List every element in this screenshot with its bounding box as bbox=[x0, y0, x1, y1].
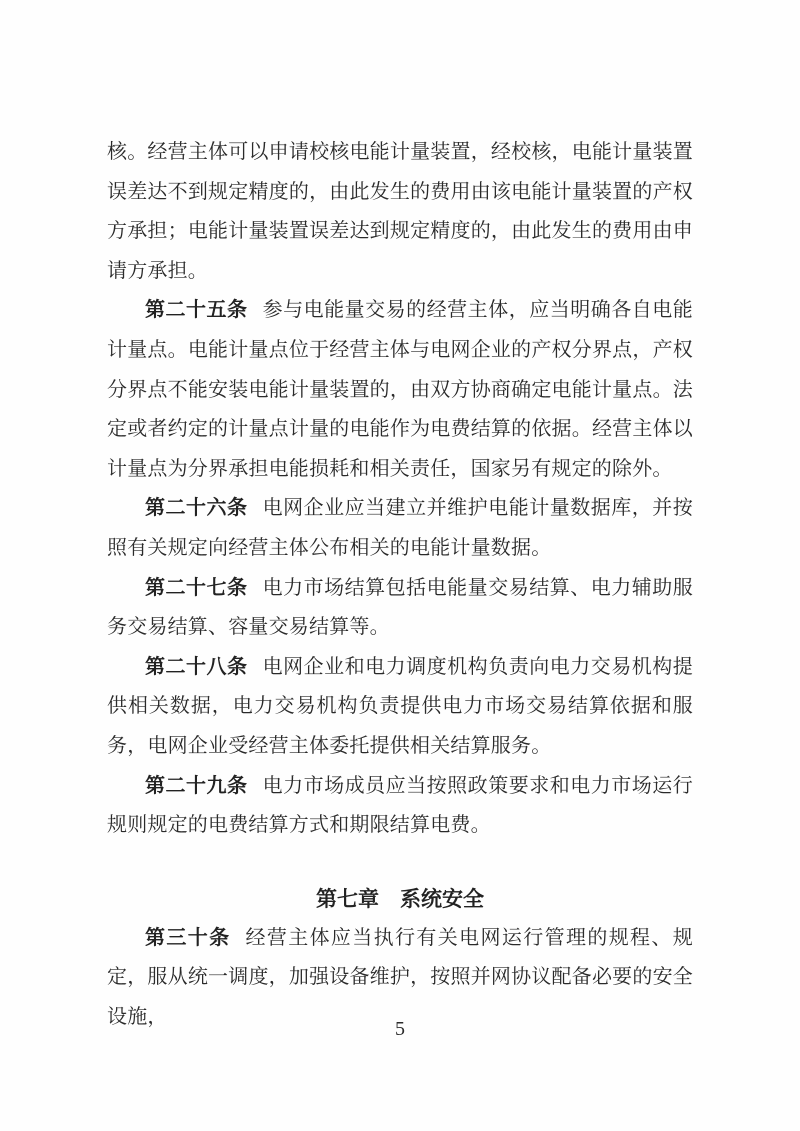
paragraph-text: 电网企业和电力调度机构负责向电力交易机构提供相关数据，电力交易机构负责提供电力市场交易结算依据和服务，电网企业受经营主体委托提供相关结算服务。 bbox=[107, 655, 693, 757]
article-number-label: 第二十七条 bbox=[145, 576, 248, 599]
article-number-label: 第二十五条 bbox=[145, 299, 248, 322]
paragraph-continuation bbox=[107, 133, 693, 291]
paragraph-text: 电网企业应当建立并维护电能计量数据库，并按照有关规定向经营主体公布相关的电能计量数据。 bbox=[107, 497, 693, 559]
paragraph-text: 经营主体应当执行有关电网运行管理的规程、规定，服从统一调度，加强设备维护，按照并网协议配备必要的安全设施， bbox=[107, 926, 693, 1028]
document-body bbox=[107, 133, 693, 1037]
paragraph-article-29 bbox=[107, 767, 693, 846]
paragraph-article-27 bbox=[107, 569, 693, 648]
chapter-heading: 第七章 系统安全 bbox=[316, 886, 484, 911]
article-number-label: 第二十八条 bbox=[145, 655, 248, 678]
paragraph-article-28 bbox=[107, 648, 693, 767]
page-number: 5 bbox=[395, 1018, 405, 1040]
paragraph-article-25 bbox=[107, 291, 693, 489]
paragraph-text: 电力市场成员应当按照政策要求和电力市场运行规则规定的电费结算方式和期限结算电费。 bbox=[107, 774, 693, 837]
paragraph-article-26 bbox=[107, 489, 693, 568]
paragraph-text: 电力市场结算包括电能量交易结算、电力辅助服务交易结算、容量交易结算等。 bbox=[107, 576, 693, 639]
article-number-label: 第二十六条 bbox=[145, 497, 248, 520]
article-number-label: 第三十条 bbox=[145, 926, 231, 949]
paragraph-text: 核。经营主体可以申请校核电能计量装置，经校核，电能计量装置误差达不到规定精度的，由此发生的费用由该电能计量装置的产权方承担；电能计量装置误差达到规定精度的，由此发生的费用由申请方承担。 bbox=[107, 141, 693, 282]
article-number-label: 第二十九条 bbox=[145, 774, 248, 797]
paragraph-text: 参与电能量交易的经营主体，应当明确各自电能计量点。电能计量点位于经营主体与电网企业的产权分界点，产权分界点不能安装电能计量装置的，由双方协商确定电能计量点。法定或者约定的计量点计量的电能作为电费结算的依据。经营主体以计量点为分界承担电能损耗和相关责任，国家另有规定的除外。 bbox=[107, 299, 693, 480]
